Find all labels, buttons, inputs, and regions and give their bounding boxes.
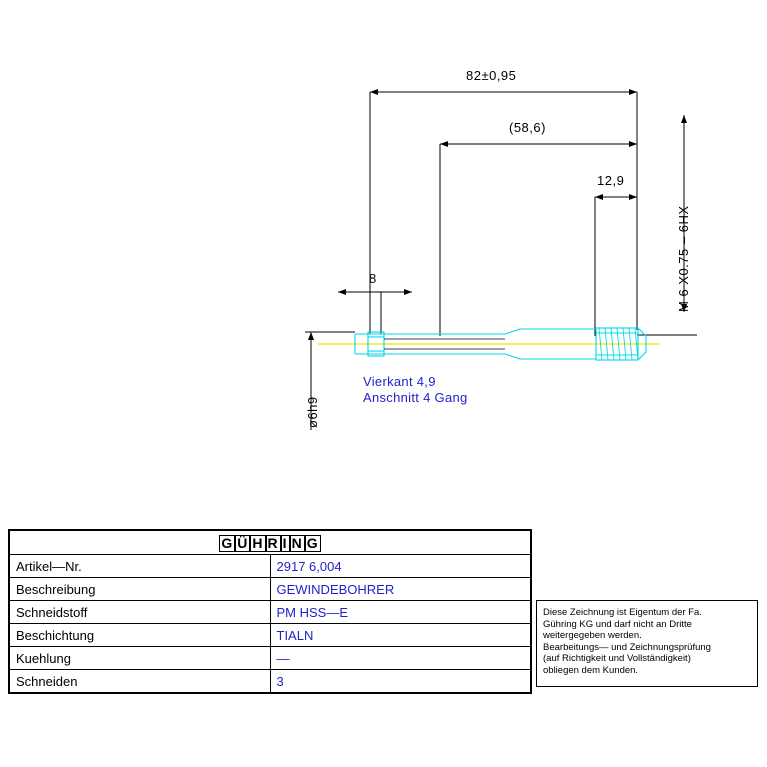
row-value-beschichtung: TIALN bbox=[270, 624, 531, 647]
row-key-kuehlung: Kuehlung bbox=[10, 647, 271, 670]
logo-letter: G bbox=[221, 535, 234, 551]
logo-letter: I bbox=[282, 535, 288, 551]
row-key-artikelnr: Artikel—Nr. bbox=[10, 555, 271, 578]
dimension-shank-length bbox=[440, 141, 637, 336]
dimension-thread-spec-label: M 6 X0.75 – 6HX bbox=[676, 205, 691, 312]
row-value-schneidstoff: PM HSS—E bbox=[270, 601, 531, 624]
note-line: weitergegeben werden. bbox=[543, 630, 642, 641]
guehring-logo bbox=[10, 534, 530, 553]
table-row bbox=[10, 670, 531, 693]
table-row bbox=[10, 647, 531, 670]
title-block-logo-row bbox=[10, 531, 531, 555]
row-value-beschreibung: GEWINDEBOHRER bbox=[270, 578, 531, 601]
row-key-schneidstoff: Schneidstoff bbox=[10, 601, 271, 624]
logo-letter: Ü bbox=[237, 535, 249, 551]
legal-note-box bbox=[536, 600, 758, 687]
table-row bbox=[10, 555, 531, 578]
note-line: Diese Zeichnung ist Eigentum der Fa. bbox=[543, 607, 702, 618]
dimension-overall-length-label: 82±0,95 bbox=[466, 68, 517, 83]
note-line: obliegen dem Kunden. bbox=[543, 664, 639, 676]
row-key-beschichtung: Beschichtung bbox=[10, 624, 271, 647]
row-value-kuehlung: — bbox=[270, 647, 531, 670]
dimension-overall-length bbox=[370, 89, 637, 330]
table-row bbox=[10, 601, 531, 624]
logo-letter: H bbox=[252, 535, 264, 551]
note-line: (auf Richtigkeit und Vollständigkeit) bbox=[543, 653, 691, 664]
dimension-thread-length-label: 12,9 bbox=[597, 173, 625, 188]
dimension-diameter-label: ø6h9 bbox=[305, 396, 320, 428]
row-value-schneiden: 3 bbox=[270, 670, 531, 693]
logo-letter: G bbox=[306, 535, 319, 551]
dimension-square-length bbox=[338, 289, 412, 334]
row-value-artikelnr: 2917 6,004 bbox=[270, 555, 531, 578]
row-key-schneiden: Schneiden bbox=[10, 670, 271, 693]
dimension-square-length-label: 8 bbox=[369, 271, 377, 286]
note-line: Gühring KG und darf nicht an Dritte bbox=[543, 618, 692, 630]
annotation-square-note: Vierkant 4,9 bbox=[363, 374, 436, 389]
note-line: Bearbeitungs— und Zeichnungsprüfung bbox=[543, 641, 711, 653]
annotation-chamfer-note: Anschnitt 4 Gang bbox=[363, 390, 468, 405]
row-key-beschreibung: Beschreibung bbox=[10, 578, 271, 601]
dimension-shank-length-label: (58,6) bbox=[509, 120, 546, 135]
table-row bbox=[10, 624, 531, 647]
dimension-thread-length bbox=[595, 194, 637, 336]
logo-letter: N bbox=[291, 535, 303, 551]
table-row bbox=[10, 578, 531, 601]
logo-letter: R bbox=[267, 535, 279, 551]
title-block bbox=[8, 529, 532, 694]
